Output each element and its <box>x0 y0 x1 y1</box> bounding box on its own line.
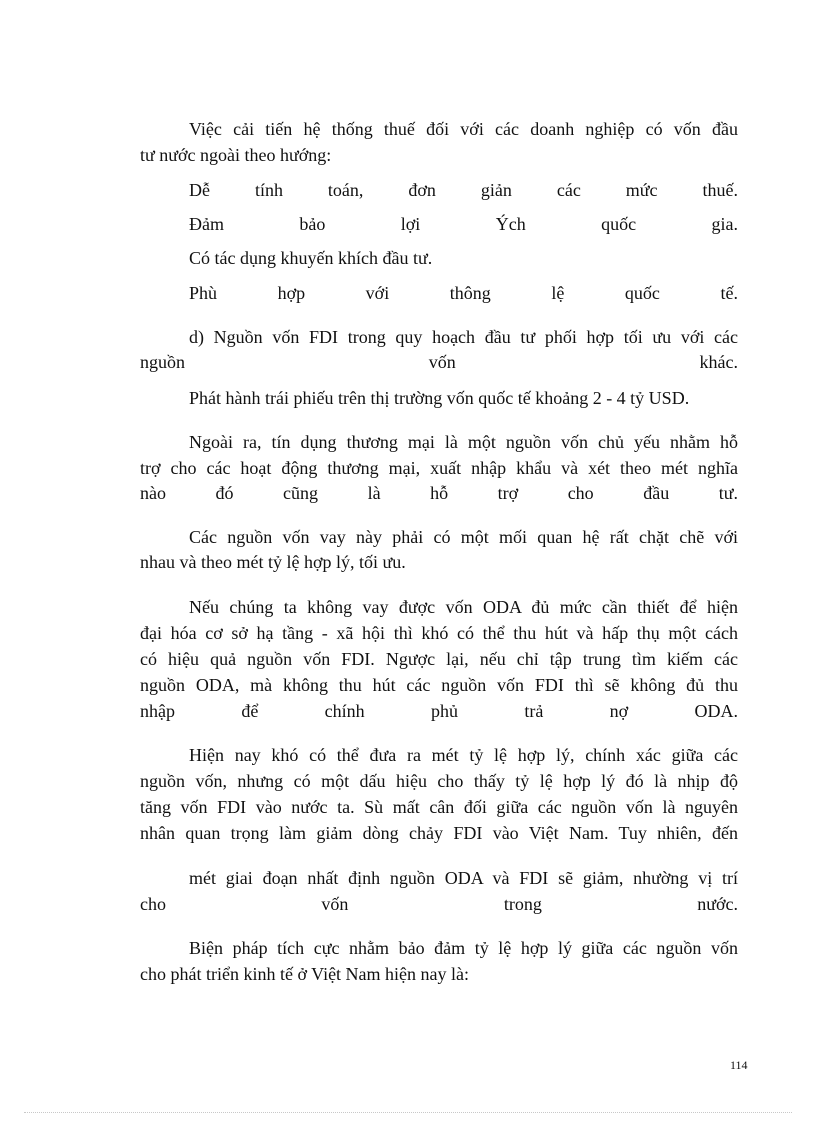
text-line: mét giai đoạn nhất định nguồn ODA và FDI sẽ giảm, nhường vị trí <box>189 868 738 888</box>
text-line: Việc cải tiến hệ thống thuế đối với các doanh nghiệp có vốn đầu <box>189 119 738 139</box>
text-line: Nếu chúng ta không vay được vốn ODA đủ mức cần thiết để hiện <box>189 597 738 617</box>
text-line: có hiệu quả nguồn vốn FDI. Ngược lại, nếu chỉ tập trung tìm kiếm các <box>140 649 738 669</box>
list-item: Dễ tính toán, đơn giản các mức thuế. <box>189 180 738 200</box>
text-line: nguồn ODA, mà không thu hút các nguồn vốn FDI thì sẽ không đủ thu <box>140 675 738 695</box>
list-item: Đảm bảo lợi Ých quốc gia. <box>189 214 738 234</box>
page-bottom-divider <box>24 1112 792 1113</box>
text-line: Ngoài ra, tín dụng thương mại là một nguồn vốn chủ yếu nhằm hỗ <box>189 432 738 452</box>
section-heading-line: nguồn vốn khác. <box>140 352 738 372</box>
text-line: trợ cho các hoạt động thương mại, xuất nhập khẩu và xét theo mét nghĩa <box>140 458 738 478</box>
text-line: cho phát triển kinh tế ở Việt Nam hiện nay là: <box>140 964 470 984</box>
text-line: Biện pháp tích cực nhằm bảo đảm tỷ lệ hợp lý giữa các nguồn vốn <box>189 938 738 958</box>
section-heading-line: d) Nguồn vốn FDI trong quy hoạch đầu tư phối hợp tối ưu với các <box>189 327 738 347</box>
text-line: Hiện nay khó có thể đưa ra mét tỷ lệ hợp lý, chính xác giữa các <box>189 745 738 765</box>
text-line: nhau và theo mét tỷ lệ hợp lý, tối ưu. <box>140 552 406 572</box>
text-line: Các nguồn vốn vay này phải có một mối quan hệ rất chặt chẽ với <box>189 527 738 547</box>
text-line: Phát hành trái phiếu trên thị trường vốn quốc tế khoảng 2 - 4 tỷ USD. <box>189 388 690 408</box>
text-line: tư nước ngoài theo hướng: <box>140 145 332 165</box>
text-line: tăng vốn FDI vào nước ta. Sù mất cân đối giữa các nguồn vốn là nguyên <box>140 797 738 817</box>
text-line: nào đó cũng là hỗ trợ cho đầu tư. <box>140 483 738 503</box>
text-line: nhập để chính phủ trả nợ ODA. <box>140 701 738 721</box>
text-line: nguồn vốn, nhưng có một dấu hiệu cho thấy tỷ lệ hợp lý đó là nhịp độ <box>140 771 738 791</box>
list-item: Có tác dụng khuyến khích đầu tư. <box>189 248 433 268</box>
text-line: nhân quan trọng làm giảm dòng chảy FDI vào Việt Nam. Tuy nhiên, đến <box>140 823 738 843</box>
list-item: Phù hợp với thông lệ quốc tế. <box>189 283 738 303</box>
page-number: 114 <box>730 1058 748 1072</box>
text-line: cho vốn trong nước. <box>140 894 738 914</box>
text-line: đại hóa cơ sở hạ tầng - xã hội thì khó có thể thu hút và hấp thụ một cách <box>140 623 738 643</box>
